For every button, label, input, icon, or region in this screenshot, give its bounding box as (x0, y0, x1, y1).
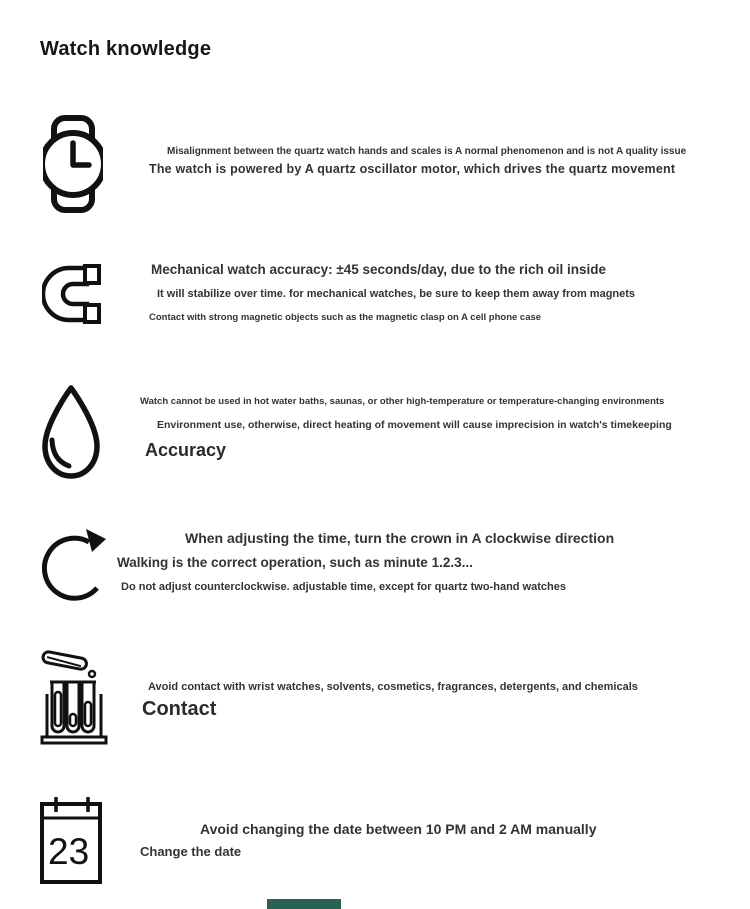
chemicals-note-line: Avoid contact with wrist watches, solvents, cosmetics, fragrances, detergents, and chemicals (148, 681, 638, 693)
magnet-main-line: Mechanical watch accuracy: ±45 seconds/day, due to the rich oil inside (151, 262, 607, 277)
contact-heading: Contact (142, 698, 217, 720)
calendar-icon (39, 795, 103, 885)
quartz-main-line: The watch is powered by A quartz oscillator motor, which drives the quartz movement (149, 162, 676, 176)
water-drop-icon (38, 383, 104, 483)
wristwatch-icon (43, 114, 103, 214)
date-sub-line: Change the date (140, 844, 242, 859)
clockwise-arrow-icon (42, 526, 108, 606)
test-tubes-icon (40, 648, 108, 746)
footer-accent-bar (267, 899, 341, 909)
adjust-sub-line: Walking is the correct operation, such as minute 1.2.3... (117, 555, 473, 570)
adjust-note-line: Do not adjust counterclockwise. adjustable time, except for quartz two-hand watches (121, 581, 566, 593)
magnet-icon (42, 263, 108, 326)
magnet-sub-line: It will stabilize over time. for mechanical watches, be sure to keep them away from magnets (157, 288, 636, 300)
page-title: Watch knowledge (40, 38, 212, 60)
calendar-day-number: 23 (48, 831, 90, 872)
temperature-note-line: Watch cannot be used in hot water baths, saunas, or other high-temperature or temperature-changing environments (140, 396, 665, 407)
temperature-sub-line: Environment use, otherwise, direct heating of movement will cause imprecision in watch's timekeeping (157, 419, 672, 431)
accuracy-heading: Accuracy (145, 440, 227, 460)
magnet-note-line: Contact with strong magnetic objects such as the magnetic clasp on A cell phone case (149, 312, 542, 323)
adjust-main-line: When adjusting the time, turn the crown in A clockwise direction (185, 530, 615, 546)
date-main-line: Avoid changing the date between 10 PM and 2 AM manually (200, 821, 597, 837)
quartz-note-line: Misalignment between the quartz watch hands and scales is A normal phenomenon and is not A quality issue (167, 146, 687, 157)
